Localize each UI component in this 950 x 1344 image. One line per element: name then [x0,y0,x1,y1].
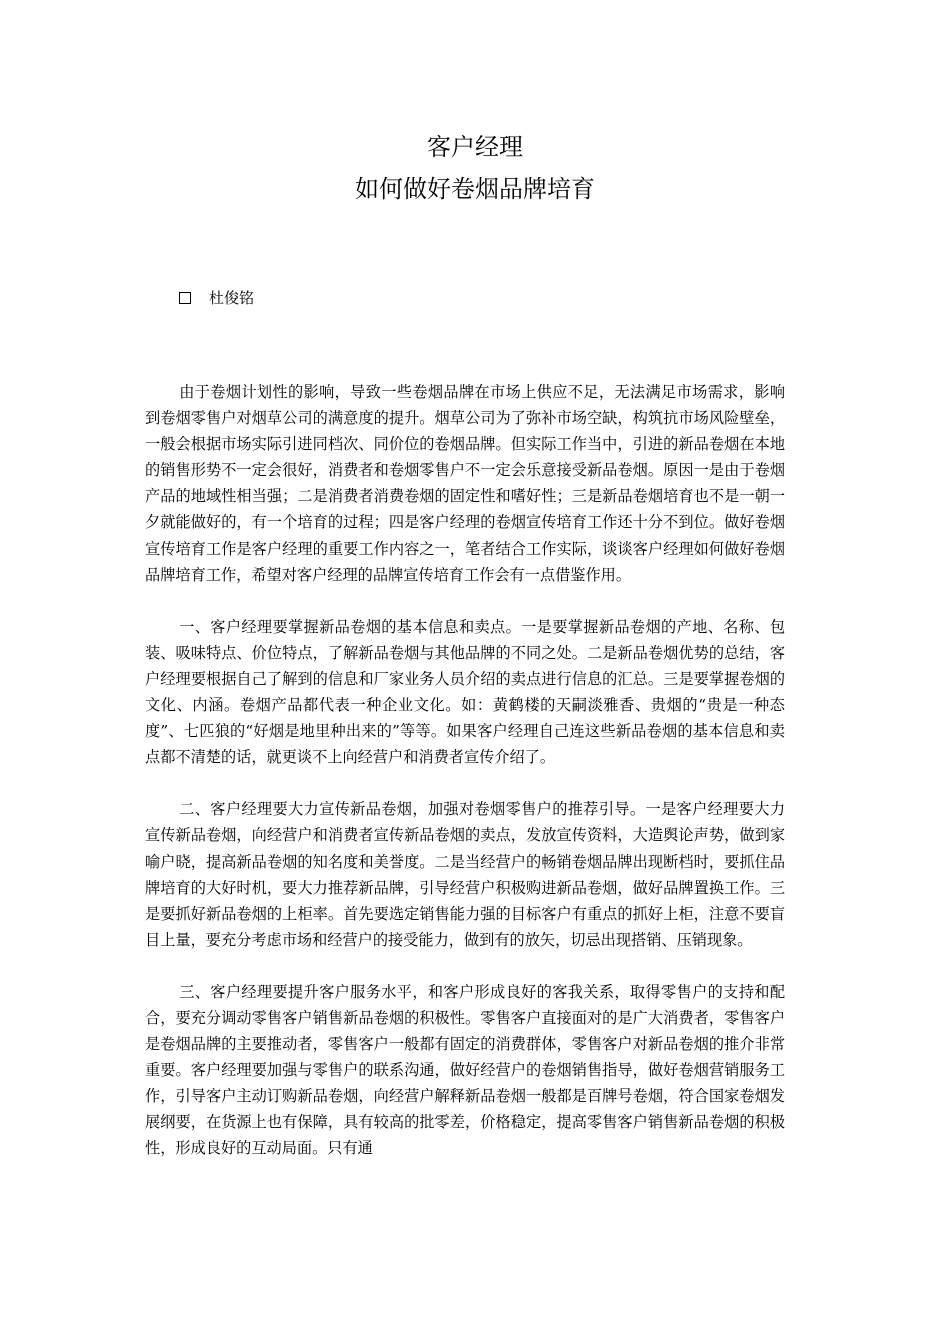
title-line-2: 如何做好卷烟品牌培育 [355,175,595,203]
author-line [179,287,254,309]
document-title [0,126,950,210]
paragraph-section-3: 三、客户经理要提升客户服务水平，和客户形成良好的客我关系，取得零售户的支持和配合，要充分调动零售客户销售新品卷烟的积极性。零售客户直接面对的是广大消费者，零售客户是卷烟品牌的主要推动者，零售客户一般都有固定的消费群体，零售客户对新品卷烟的推介非常重要。客户经理要加强与零售户的联系沟通，做好经营户的卷烟销售指导，做好卷烟营销服务工作，引导客户主动订购新品卷烟，向经营户解释新品卷烟一般都是百牌号卷烟，符合国家卷烟发展纲要，在货源上也有保障，具有较高的批零差，价格稳定，提高零售客户销售新品卷烟的积极性，形成良好的互动局面。只有通 [145,982,785,1158]
paragraph-section-2: 二、客户经理要大力宣传新品卷烟，加强对卷烟零售户的推荐引导。一是客户经理要大力宣传新品卷烟，向经营户和消费者宣传新品卷烟的卖点，发放宣传资料，大造舆论声势，做到家喻户晓，提高新品卷烟的知名度和美誉度。二是当经营户的畅销卷烟品牌出现断档时，要抓住品牌培育的大好时机，要大力推荐新品牌，引导经营户积极购进新品卷烟，做好品牌置换工作。三是要抓好新品卷烟的上柜率。首先要选定销售能力强的目标客户有重点的抓好上柜，注意不要盲目上量，要充分考虑市场和经营户的接受能力，做到有的放矢，切忌出现搭销、压销现象。 [145,800,785,949]
paragraph-section-1: 一、客户经理要掌握新品卷烟的基本信息和卖点。一是要掌握新品卷烟的产地、名称、包装、吸味特点、价位特点，了解新品卷烟与其他品牌的不同之处。二是新品卷烟优势的总结，客户经理要根据自己了解到的信息和厂家业务人员介绍的卖点进行信息的汇总。三是要掌握卷烟的文化、内涵。卷烟产品都代表一种企业文化。如：黄鹤楼的天嗣淡雅香、贵烟的“贵是一种态度”、七匹狼的“好烟是地里种出来的”等等。如果客户经理自己连这些新品卷烟的基本信息和卖点都不清楚的话，就更谈不上向经营户和消费者宣传介绍了。 [145,617,785,767]
paragraph-intro: 由于卷烟计划性的影响，导致一些卷烟品牌在市场上供应不足，无法满足市场需求，影响到卷烟零售户对烟草公司的满意度的提升。烟草公司为了弥补市场空缺，构筑抗市场风险壁垒，一般会根据市场实际引进同档次、同价位的卷烟品牌。但实际工作当中，引进的新品卷烟在本地的销售形势不一定会很好，消费者和卷烟零售户不一定会乐意接受新品卷烟。原因一是由于卷烟产品的地域性相当强；二是消费者消费卷烟的固定性和嗜好性；三是新品卷烟培育也不是一朝一夕就能做好的，有一个培育的过程；四是客户经理的卷烟宣传培育工作还十分不到位。做好卷烟宣传培育工作是客户经理的重要工作内容之一，笔者结合工作实际，谈谈客户经理如何做好卷烟品牌培育工作，希望对客户经理的品牌宣传培育工作会有一点借鉴作用。 [145,383,785,584]
title-line-1: 客户经理 [427,133,523,161]
author-name: 杜俊铭 [209,289,255,307]
article-body [145,379,785,1188]
square-bullet-icon [179,292,191,304]
